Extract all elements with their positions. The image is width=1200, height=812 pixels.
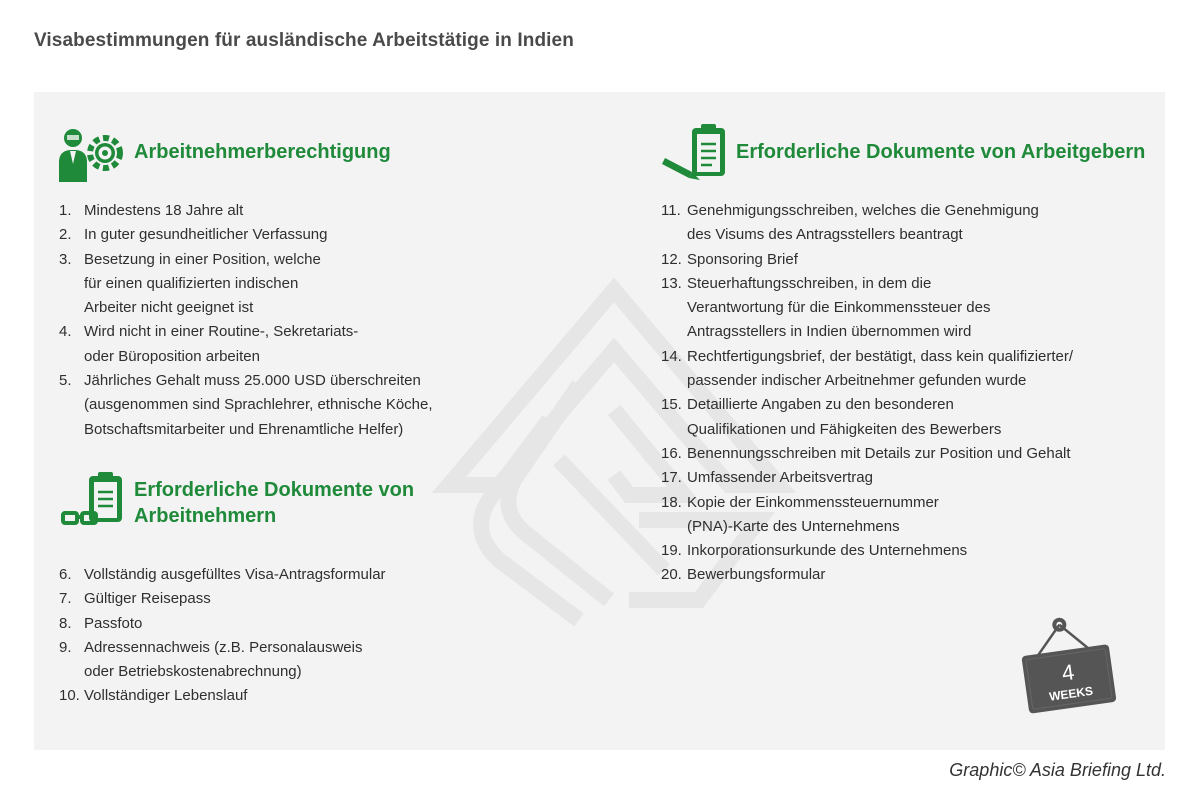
item-text: Genehmigungsschreiben, welches die Genehmigung des Visums des Antragsstellers beantragt (687, 202, 1039, 244)
list-item (661, 466, 1141, 490)
clipboard-pen-icon (662, 122, 734, 184)
list-item (661, 272, 1141, 345)
item-number: 18. (661, 493, 682, 511)
item-text: Gültiger Reisepass (84, 590, 211, 608)
section-title-employee-docs: Erforderliche Dokumente von Arbeitnehmern (134, 479, 415, 527)
item-text: In guter gesundheitlicher Verfassung (84, 226, 328, 244)
item-number: 7. (59, 590, 72, 608)
item-text: Sponsoring Brief (687, 250, 798, 268)
item-text: Umfassender Arbeitsvertrag (687, 469, 873, 487)
list-item (59, 612, 519, 636)
item-number: 19. (661, 542, 682, 560)
page-title: Visabestimmungen für ausländische Arbeitstätige in Indien (34, 30, 574, 51)
item-text: Vollständiger Lebenslauf (84, 687, 248, 705)
item-text: Bewerbungsformular (687, 566, 826, 584)
item-text: Jährliches Gehalt muss 25.000 USD überschreiten (ausgenommen sind Sprachlehrer, ethnische Köche, Botschaftsmitarbeiter und Ehrenamtliche Helfer) (84, 372, 433, 438)
item-number: 2. (59, 226, 72, 244)
item-text: Passfoto (84, 614, 143, 632)
list-item (59, 223, 519, 247)
list-item (661, 248, 1141, 272)
badge-number: 4 (1060, 659, 1076, 686)
item-number: 4. (59, 323, 72, 341)
item-text: Steuerhaftungsschreiben, in dem die Verantwortung für die Einkommenssteuer des Antragsstellers in Indien übernommen wird (687, 274, 991, 341)
item-text: Mindestens 18 Jahre alt (84, 202, 244, 219)
item-text: Kopie der Einkommenssteuernummer (PNA)-Karte des Unternehmens (687, 493, 939, 535)
item-text: Vollständig ausgefülltes Visa-Antragsformular (84, 566, 386, 583)
list-item (59, 587, 519, 611)
item-text: Besetzung in einer Position, welche für einen qualifizierten indischen Arbeiter nicht geeignet ist (84, 250, 321, 317)
hanging-sign-icon (1016, 612, 1120, 716)
item-text: Rechtfertigungsbrief, der bestätigt, dass kein qualifizierter/ passender indischer Arbeitnehmer gefunden wurde (687, 347, 1074, 390)
list-item (661, 442, 1141, 466)
eligibility-list (59, 199, 519, 442)
list-item (59, 369, 519, 442)
item-number: 15. (661, 396, 682, 414)
item-number: 13. (661, 274, 682, 292)
item-number: 8. (59, 614, 72, 632)
item-number: 14. (661, 347, 682, 365)
content-panel (34, 92, 1165, 750)
item-number: 20. (661, 566, 682, 584)
item-number: 9. (59, 638, 72, 656)
item-text: Benennungsschreiben mit Details zur Position und Gehalt (687, 444, 1071, 462)
list-item (59, 684, 519, 708)
section-title-employer-docs: Erforderliche Dokumente von Arbeitgebern (736, 141, 1146, 163)
item-number: 5. (59, 372, 72, 390)
item-number: 16. (661, 444, 682, 462)
item-text: Adressennachweis (z.B. Personalausweis oder Betriebskostenabrechnung) (84, 638, 363, 681)
item-text: Inkorporationsurkunde des Unternehmens (687, 542, 968, 560)
item-number: 17. (661, 469, 682, 487)
item-number: 6. (59, 566, 72, 583)
section-title-eligibility: Arbeitnehmerberechtigung (134, 141, 391, 163)
item-number: 1. (59, 202, 72, 219)
list-item (59, 636, 519, 685)
item-number: 3. (59, 250, 72, 268)
employer-docs-list (661, 199, 1141, 588)
list-item (59, 199, 519, 223)
employee-docs-list (59, 563, 519, 709)
item-text: Wird nicht in einer Routine-, Sekretariats- oder Büroposition arbeiten (84, 323, 359, 365)
worker-gear-icon (58, 124, 134, 184)
list-item (59, 563, 519, 587)
item-text: Detaillierte Angaben zu den besonderen Qualifikationen und Fähigkeiten des Bewerbers (687, 396, 1002, 438)
list-item (661, 539, 1141, 563)
list-item (661, 563, 1141, 587)
list-item (59, 320, 519, 369)
graphic-credit: Graphic© Asia Briefing Ltd. (949, 760, 1166, 780)
list-item (661, 199, 1141, 248)
list-item (661, 491, 1141, 540)
item-number: 10. (59, 687, 80, 705)
list-item (661, 345, 1141, 394)
list-item (59, 248, 519, 321)
list-item (661, 393, 1141, 442)
clipboard-glasses-icon (60, 470, 132, 528)
badge-label: WEEKS (1048, 683, 1094, 704)
item-number: 11. (661, 202, 681, 219)
item-number: 12. (661, 250, 682, 268)
